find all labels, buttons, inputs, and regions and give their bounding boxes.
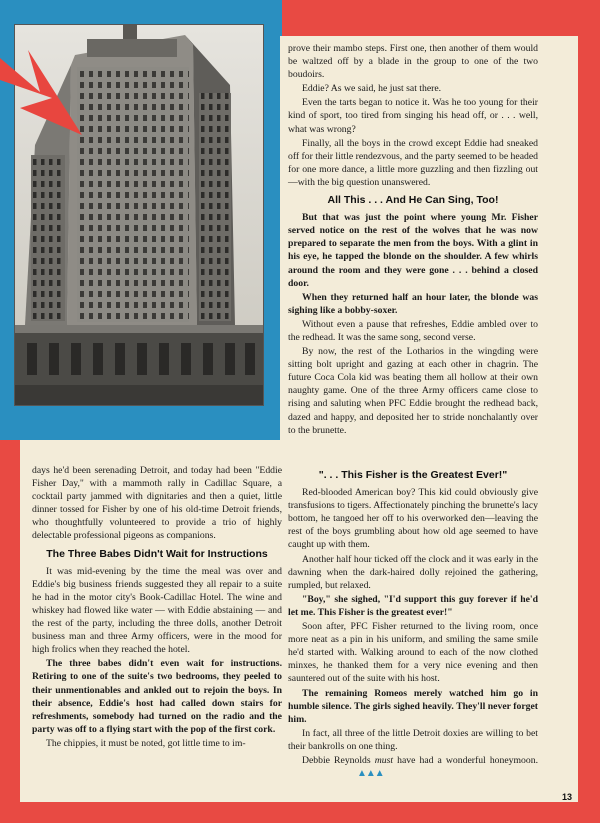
section-heading: ". . . This Fisher is the Greatest Ever!": [318, 469, 508, 481]
section-heading: The Three Babes Didn't Wait for Instructions: [46, 547, 268, 560]
article-column-right-top: [288, 42, 538, 438]
section-heading: All This . . . And He Can Sing, Too!: [327, 194, 499, 207]
paragraph: Red-blooded American boy? This kid could obviously give transfusions to tigers. Affectionately pinching the brunette's lacy bottom, he tangoed her off to his overworked den—leaving the rest of the boys grumbling about how old age seemed to have caught up with them.: [288, 487, 538, 551]
bold-paragraph: The remaining Romeos merely watched him go in humble silence. The girls sighed heavily. They'll never forget him.: [288, 687, 538, 725]
paragraph: Finally, all the boys in the crowd except Eddie had sneaked off for their little rendezvous, and the party seemed to be headed for one more dance, a little more guzzling and then fizzling out—with the big question unanswered.: [288, 137, 538, 188]
final-text-end: have had a wonderful honeymoon.: [393, 754, 538, 766]
paragraph: It was mid-evening by the time the meal was over and Eddie's big business friends suggested they all repair to a suite he had in the motor city's Book-Cadillac Hotel. The wine and whiskey had flowed like water — with Eddie abstaining — and the rest of the party, including the three dolls, another Detroit business man and three Army officers, were in the mood for high frolics when they reached the hotel.: [32, 565, 282, 656]
red-arrow-icon: [0, 40, 95, 150]
paragraph: The chippies, it must be noted, got little time to im-: [46, 737, 246, 749]
paragraph: Even the tarts began to notice it. Was he too young for their kind of sport, too tired from singing his head off, or . . . well, what was wrong?: [288, 97, 538, 135]
article-column-right-bottom: [288, 464, 538, 781]
final-text-start: Debbie Reynolds: [302, 754, 375, 766]
page-number: 13: [561, 792, 572, 802]
bold-paragraph: When they returned half an hour later, the blonde was sighing like a bobby-soxer.: [288, 291, 538, 316]
paragraph: In fact, all three of the little Detroit doxies are willing to bet their bankrolls on one thing.: [288, 727, 538, 752]
paragraph: Without even a pause that refreshes, Eddie ambled over to the redhead. It was the same song, second verse.: [288, 318, 538, 343]
paragraph: By now, the rest of the Lotharios in the wingding were sitting bolt upright and gazing at each other in chagrin. The future Coca Cola kid was beating them all hollow at their own naughty game. One of the three Army officers came close to rising and saluting when PFC Eddie brought the redhead back, dazed and happy, and deposited her to stride nonchalantly over to the brunette.: [288, 346, 538, 436]
final-text-emphasis: must: [374, 754, 394, 766]
paragraph: prove their mambo steps. First one, then another of them would be waltzed off by a blade in the group to one of the two boudoirs.: [288, 43, 538, 81]
paragraph: days he'd been serenading Detroit, and today had been "Eddie Fisher Day," with a mammoth rally in Cadillac Square, a cocktail party jammed with dignitaries and then a quiet, little dinner tossed for Fisher by one of his old-time Detroit friends, who thoughtfully volunteered to provide a trio of highly delectable professional pigeons as companions.: [32, 465, 282, 542]
paragraph: Eddie? As we said, he just sat there.: [302, 83, 442, 95]
paragraph: Soon after, PFC Fisher returned to the living room, once more neat as a pin in his uniform, and smiling the same smile he'd started with. Walking around to each of the now clothed minxes, he thanked them for a very nice evening and then sauntered out of the suite with his host.: [288, 621, 538, 685]
end-mark-icon: ▲▲▲: [357, 768, 384, 780]
final-paragraph: [288, 754, 538, 780]
paragraph: Another half hour ticked off the clock and it was early in the dawning when the dark-haired dolly rejoined the gathering, rumpled, but relaxed.: [288, 553, 538, 591]
bold-paragraph: "Boy," she sighed, "I'd support this guy forever if he'd let me. This Fisher is the greatest ever!": [288, 593, 538, 618]
bold-paragraph: The three babes didn't even wait for instructions. Retiring to one of the suite's two bedrooms, they peeled to their unmentionables and ankled out to rejoin the boys. In their absence, Eddie's host had called down stairs for refreshments, somebody had turned on the radio and the party was off to a flying start with the pop of the first cork.: [32, 658, 282, 735]
article-column-left: [32, 464, 282, 751]
bold-paragraph: But that was just the point where young Mr. Fisher served notice on the rest of the wolves that he was now prepared to separate the men from the boys. With a glint in his eye, he tapped the blonde on the shoulder. A few whirls around the room and they were gone . . . behind a closed door.: [288, 212, 538, 289]
